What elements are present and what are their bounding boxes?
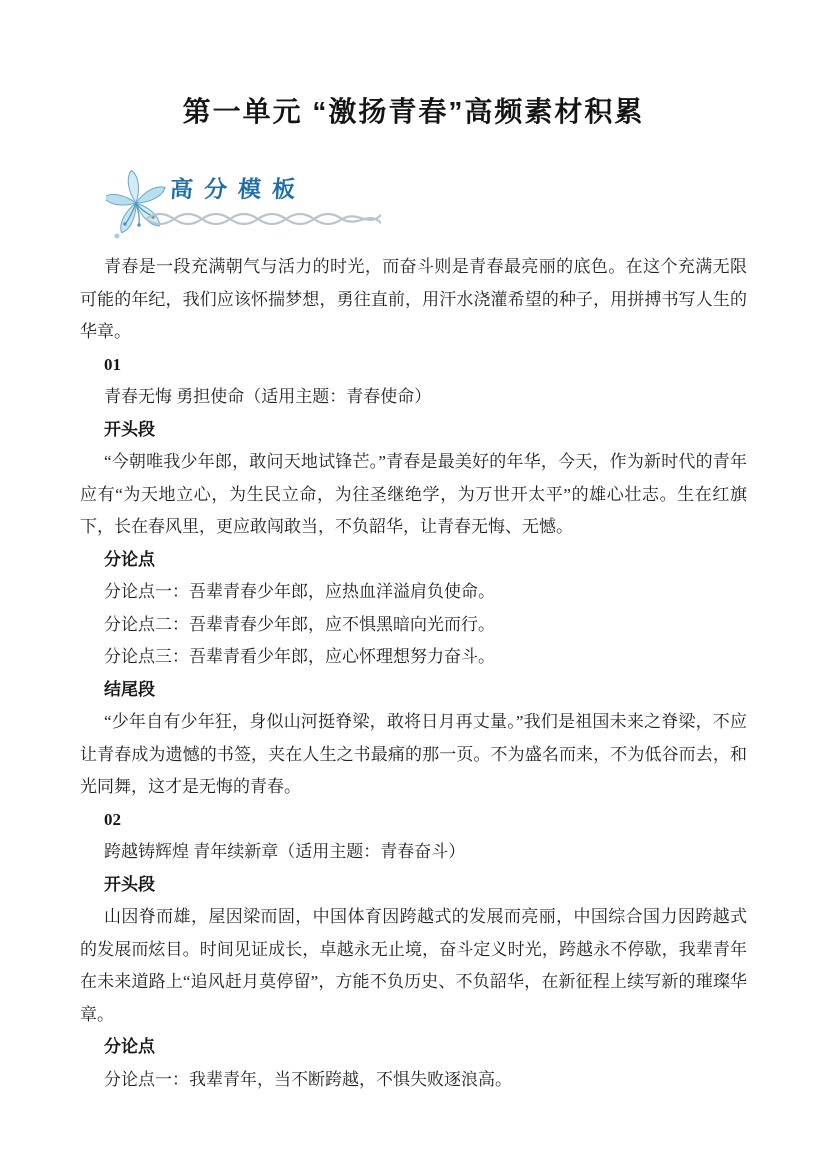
section-2-title: 跨越铸辉煌 青年续新章（适用主题：青春奋斗） [104,842,466,861]
document-title: 第一单元 “激扬青春”高频素材积累 [182,96,645,127]
point-item: 分论点三：吾辈青看少年郎，应心怀理想努力奋斗。 [104,647,495,666]
section-1-opening-paragraph: “今朝唯我少年郎，敢问天地试锋芒。”青春是最美好的年华，今天，作为新时代的青年应有“为天地立心，为生民立命，为往圣继绝学，为万世开太平”的雄心壮志。生在红旗下，长在春风里，更应敢闯敢当，不负韶华，让青春无悔、无憾。 [80,452,747,536]
document-body [80,251,747,1096]
section-1-closing-paragraph: “少年自有少年狂，身似山河挺脊梁，敢将日月再丈量。”我们是祖国未来之脊梁，不应让青春成为遗憾的书签，夹在人生之书最痛的那一页。不为盛名而来，不为低谷而去，和光同舞，这才是无悔的青春。 [80,712,747,796]
section-1-number: 01 [104,354,121,374]
section-1-title: 青春无悔 勇担使命（适用主题：青春使命） [104,387,432,406]
intro-paragraph: 青春是一段充满朝气与活力的时光，而奋斗则是青春最亮丽的底色。在这个充满无限可能的年纪，我们应该怀揣梦想，勇往直前，用汗水浇灌希望的种子，用拼搏书写人生的华章。 [80,257,747,341]
point-item: 分论点一：吾辈青春少年郎，应热血洋溢肩负使命。 [104,582,495,601]
banner-label: 高分模板 [169,177,307,202]
point-item: 分论点二：吾辈青春少年郎，应不惧黑暗向光而行。 [104,614,495,634]
banner [106,163,827,241]
point-item: 分论点一：我辈青年，当不断跨越，不惧失败逐浪高。 [104,1069,512,1089]
section-2-opening-heading: 开头段 [104,874,155,894]
rope-divider-icon [146,207,381,236]
section-2-points-heading: 分论点 [104,1037,155,1056]
section-2-number: 02 [104,809,121,829]
section-1-opening-heading: 开头段 [104,419,155,439]
section-2-opening-paragraph: 山因脊而雄，屋因梁而固，中国体育因跨越式的发展而亮丽，中国综合国力因跨越式的发展而炫目。时间见证成长，卓越永无止境，奋斗定义时光，跨越永不停歇，我辈青年在未来道路上“追风赶月莫停留”，方能不负历史、不负韶华，在新征程上续写新的璀璨华章。 [80,907,747,1024]
section-1-points-heading: 分论点 [104,549,155,569]
section-1-closing-heading: 结尾段 [104,679,155,699]
